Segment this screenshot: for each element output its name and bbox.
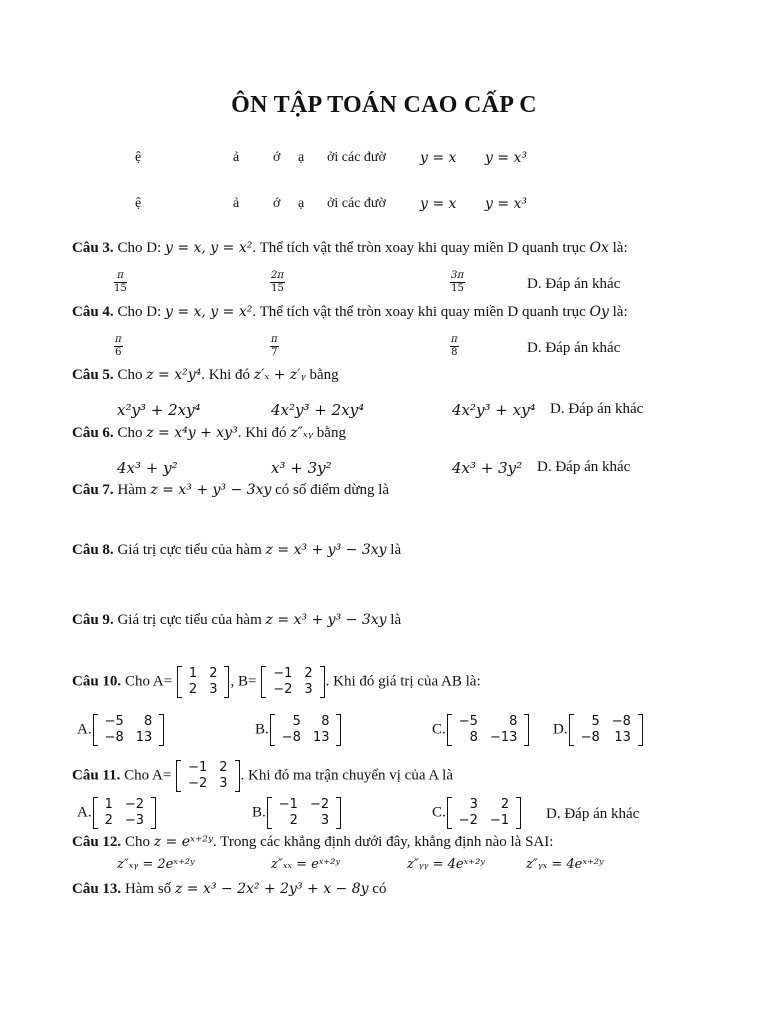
q5-option-d: D. Đáp án khác [550, 401, 644, 417]
q4-option-b: $\frac{\pi}{7}$ [271, 334, 278, 358]
q5-option-b: 4x²y³ + 2xy⁴ [271, 401, 365, 419]
q4-option-c: $\frac{\pi}{8}$ [451, 334, 458, 358]
q12-option-b: z″ₓₓ = eˣ⁺²ʸ [271, 857, 341, 872]
matrix-b: −1 2 −2 3 [261, 666, 324, 698]
q10-option-d: D. 5 −8 −8 13 [553, 714, 644, 746]
q5-option-c: 4x²y³ + xy⁴ [452, 401, 536, 419]
q3-option-d: D. Đáp án khác [527, 276, 621, 292]
garbled-line-2: ệ ả ớ ạ ởi các đườ y = x y = x³ [135, 196, 528, 212]
question-4: Câu 4. Cho D: y = x, y = x². Thể tích vật thể tròn xoay khi quay miền D quanh trục Oy là: [72, 304, 628, 320]
q12-option-c: z″ᵧᵧ = 4eˣ⁺²ʸ [407, 857, 485, 872]
q10-option-b: B. 5 8 −8 13 [255, 714, 342, 746]
q10-option-c: C. −5 8 8 −13 [432, 714, 530, 746]
q6-option-d: D. Đáp án khác [537, 459, 631, 475]
page-title: ÔN TẬP TOÁN CAO CẤP C [231, 92, 537, 118]
q12-option-a: z″ₓᵧ = 2eˣ⁺²ʸ [117, 857, 195, 872]
q11-option-d: D. Đáp án khác [546, 806, 640, 822]
garbled-line-1: ệ ả ớ ạ ởi các đườ y = x y = x³ [135, 150, 528, 166]
question-7: Câu 7. Hàm z = x³ + y³ − 3xy có số điểm dừng là [72, 482, 390, 498]
q6-option-b: x³ + 3y² [271, 459, 332, 477]
question-10: Câu 10. Cho A= 1 2 2 3 , B= −1 2 −2 3 . Khi đó giá trị của AB là: [72, 666, 481, 697]
q11-option-c: C. 3 2 −2 −1 [432, 797, 522, 829]
matrix-a: 1 2 2 3 [177, 666, 230, 698]
q4-option-a: $\frac{\pi}{6}$ [115, 334, 122, 358]
question-13: Câu 13. Hàm số z = x³ − 2x² + 2y³ + x − 8y có [72, 881, 387, 897]
question-5: Câu 5. Cho z = x²y⁴. Khi đó z′ₓ + z′ᵧ bằng [72, 367, 339, 383]
q3-option-b: $\frac{2\pi}{15}$ [271, 270, 284, 294]
q6-option-a: 4x³ + y² [117, 459, 178, 477]
q11-option-a: A. 1 −2 2 −3 [77, 797, 157, 829]
q6-option-c: 4x³ + 3y² [452, 459, 523, 477]
question-8: Câu 8. Giá trị cực tiểu của hàm z = x³ + y³ − 3xy là [72, 542, 402, 558]
question-3: Câu 3. Cho D: y = x, y = x². Thể tích vật thể tròn xoay khi quay miền D quanh trục Ox là: [72, 240, 628, 256]
question-11: Câu 11. Cho A= −1 2 −2 3 . Khi đó ma trận chuyển vị của A là [72, 760, 453, 791]
q10-option-a: A. −5 8 −8 13 [77, 714, 165, 746]
q3-option-a: $\frac{\pi}{15}$ [114, 270, 127, 294]
q5-option-a: x²y³ + 2xy⁴ [117, 401, 201, 419]
matrix-a-q11: −1 2 −2 3 [176, 760, 239, 792]
question-12: Câu 12. Cho z = eˣ⁺²ʸ. Trong các khẳng định dưới đây, khẳng định nào là SAI: [72, 834, 554, 850]
q3-option-c: $\frac{3\pi}{15}$ [451, 270, 464, 294]
q12-option-d: z″ᵧₓ = 4eˣ⁺²ʸ [526, 857, 604, 872]
question-6: Câu 6. Cho z = x⁴y + xy³. Khi đó z″ₓᵧ bằng [72, 425, 346, 441]
question-9: Câu 9. Giá trị cực tiểu của hàm z = x³ + y³ − 3xy là [72, 612, 402, 628]
q4-option-d: D. Đáp án khác [527, 340, 621, 356]
q11-option-b: B. −1 −2 2 3 [252, 797, 342, 829]
